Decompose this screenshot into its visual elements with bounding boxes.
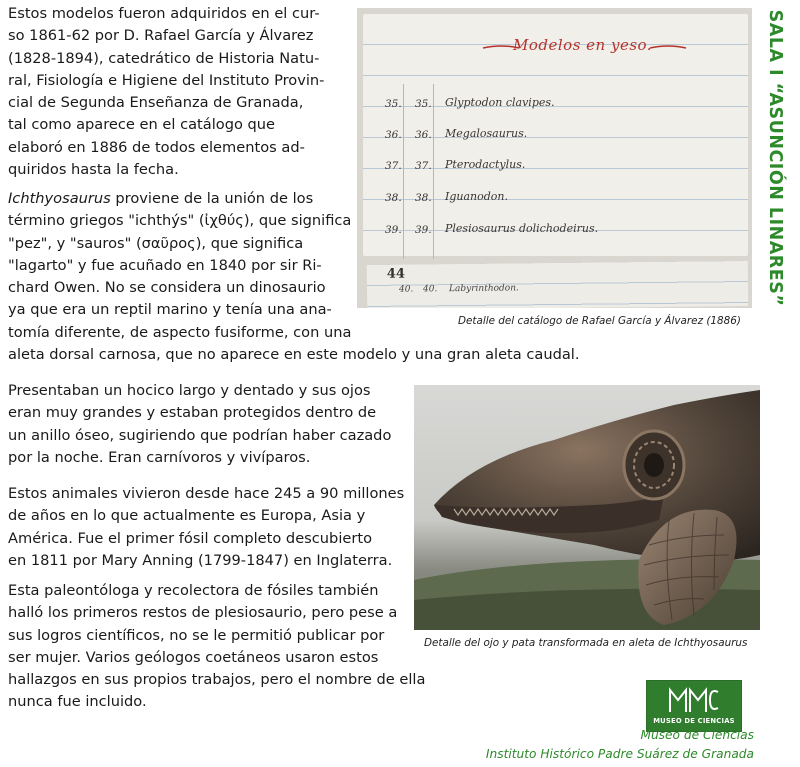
text-line: Esta paleontóloga y recolectora de fósiles también xyxy=(8,582,379,599)
text-line: ser mujer. Varios geólogos coetáneos usaron estos xyxy=(8,648,379,666)
catalog-number: 36. xyxy=(385,129,402,141)
text-line: tal como aparece en el catálogo que xyxy=(8,116,276,134)
text-line: elaboró en 1886 de todos elementos ad- xyxy=(8,138,305,156)
paragraph-anatomy xyxy=(8,380,391,469)
text-fragment: proviene de la unión de los xyxy=(110,190,314,207)
paragraph-mary-anning xyxy=(8,580,425,714)
ichthyosaurus-photo xyxy=(414,385,760,630)
credit-institute: Instituto Histórico Padre Suárez de Granada xyxy=(485,747,754,761)
catalog-number: 40. xyxy=(422,284,438,295)
catalog-number: 40. xyxy=(398,284,414,295)
catalog-number: 35. xyxy=(415,98,432,110)
catalog-entry: Iguanodon. xyxy=(445,190,508,203)
page-number: 44 xyxy=(386,266,406,282)
text-line: tomía diferente, de aspecto fusiforme, con una xyxy=(8,323,352,341)
museum-logo xyxy=(646,680,742,732)
credit-museum: Museo de Ciencias xyxy=(640,728,754,742)
text-line: término griegos "ichthýs" (ἰχθύς), que significa xyxy=(8,212,352,230)
catalog-entry: Plesiosaurus dolichodeirus. xyxy=(445,222,599,235)
text-line: "lagarto" y fue acuñado en 1840 por sir Ri- xyxy=(8,256,322,274)
text-line: ral, Fisiología e Higiene del Instituto Provin- xyxy=(8,71,325,89)
text-line: un anillo óseo, sugiriendo que podrían haber cazado xyxy=(8,426,392,444)
catalog-number: 37. xyxy=(385,160,402,172)
text-line: ya que era un reptil marino y tenía una ana- xyxy=(8,301,332,319)
text-line: Presentaban un hocico largo y dentado y sus ojos xyxy=(8,382,371,399)
text-line: eran muy grandes y estaban protegidos dentro de xyxy=(8,404,377,422)
catalog-number: 37. xyxy=(415,160,432,172)
text-line: Estos modelos fueron adquiridos en el cur- xyxy=(8,5,320,22)
catalog-number: 35. xyxy=(385,98,402,110)
catalog-photo xyxy=(357,8,752,308)
text-line: chard Owen. No se considera un dinosaurio xyxy=(8,279,326,297)
catalog-next-page xyxy=(367,261,748,308)
catalog-number: 38. xyxy=(385,192,402,204)
catalog-entry: Labyrinthodon. xyxy=(448,283,519,295)
text-line: sus logros científicos, no se le permitió publicar por xyxy=(8,626,385,644)
catalog-number: 39. xyxy=(415,224,432,236)
catalog-entry: Glyptodon clavipes. xyxy=(445,96,555,109)
catalog-number: 36. xyxy=(415,129,432,141)
paragraph-history xyxy=(8,483,404,572)
text-line: América. Fue el primer fósil completo descubierto xyxy=(8,529,373,547)
catalog-number: 39. xyxy=(385,224,402,236)
text-line: nunca fue incluido. xyxy=(8,693,147,711)
text-line: halló los primeros restos de plesiosaurio, pero pese a xyxy=(8,604,398,622)
catalog-number: 38. xyxy=(415,192,432,204)
flourish-right xyxy=(648,42,688,52)
text-line: hallazgos en sus propios trabajos, pero el nombre de ella xyxy=(8,671,426,689)
text-line: "pez", y "sauros" (σαῦρος), que significa xyxy=(8,234,304,252)
sala-title xyxy=(760,8,790,308)
text-line: cial de Segunda Enseñanza de Granada, xyxy=(8,94,304,112)
text-line: en 1811 por Mary Anning (1799-1847) en Inglaterra. xyxy=(8,551,393,569)
text-line: (1828-1894), catedrático de Historia Natu- xyxy=(8,49,320,67)
text-line: de años en lo que actualmente es Europa, Asia y xyxy=(8,507,366,525)
text-line: Estos animales vivieron desde hace 245 a 90 millones xyxy=(8,485,405,502)
text-line: so 1861-62 por D. Rafael García y Álvarez xyxy=(8,27,314,45)
catalog-entry: Megalosaurus. xyxy=(445,127,528,140)
paragraph-acquisition xyxy=(8,3,324,181)
catalog-page xyxy=(363,14,748,256)
catalog-caption: Detalle del catálogo de Rafael García y Álvarez (1886) xyxy=(458,315,741,327)
text-line: aleta dorsal carnosa, que no aparece en este modelo y una gran aleta caudal. xyxy=(8,346,580,364)
genus-name: Ichthyosaurus xyxy=(8,190,111,207)
catalog-entry: Pterodactylus. xyxy=(445,158,526,171)
fossil-caption: Detalle del ojo y pata transformada en aleta de Ichthyosaurus xyxy=(424,637,748,649)
museum-logo-icon xyxy=(668,686,720,714)
catalog-heading: Modelos en yeso. xyxy=(513,36,653,54)
text-line: quiridos hasta la fecha. xyxy=(8,161,179,179)
text-line: por la noche. Eran carnívoros y vivíparos. xyxy=(8,448,311,466)
ichthyosaurus-illustration xyxy=(414,385,760,630)
sala-title-text: SALA I “ASUNCIÓN LINARES” xyxy=(765,9,785,307)
logo-text: MUSEO DE CIENCIAS xyxy=(653,717,735,725)
